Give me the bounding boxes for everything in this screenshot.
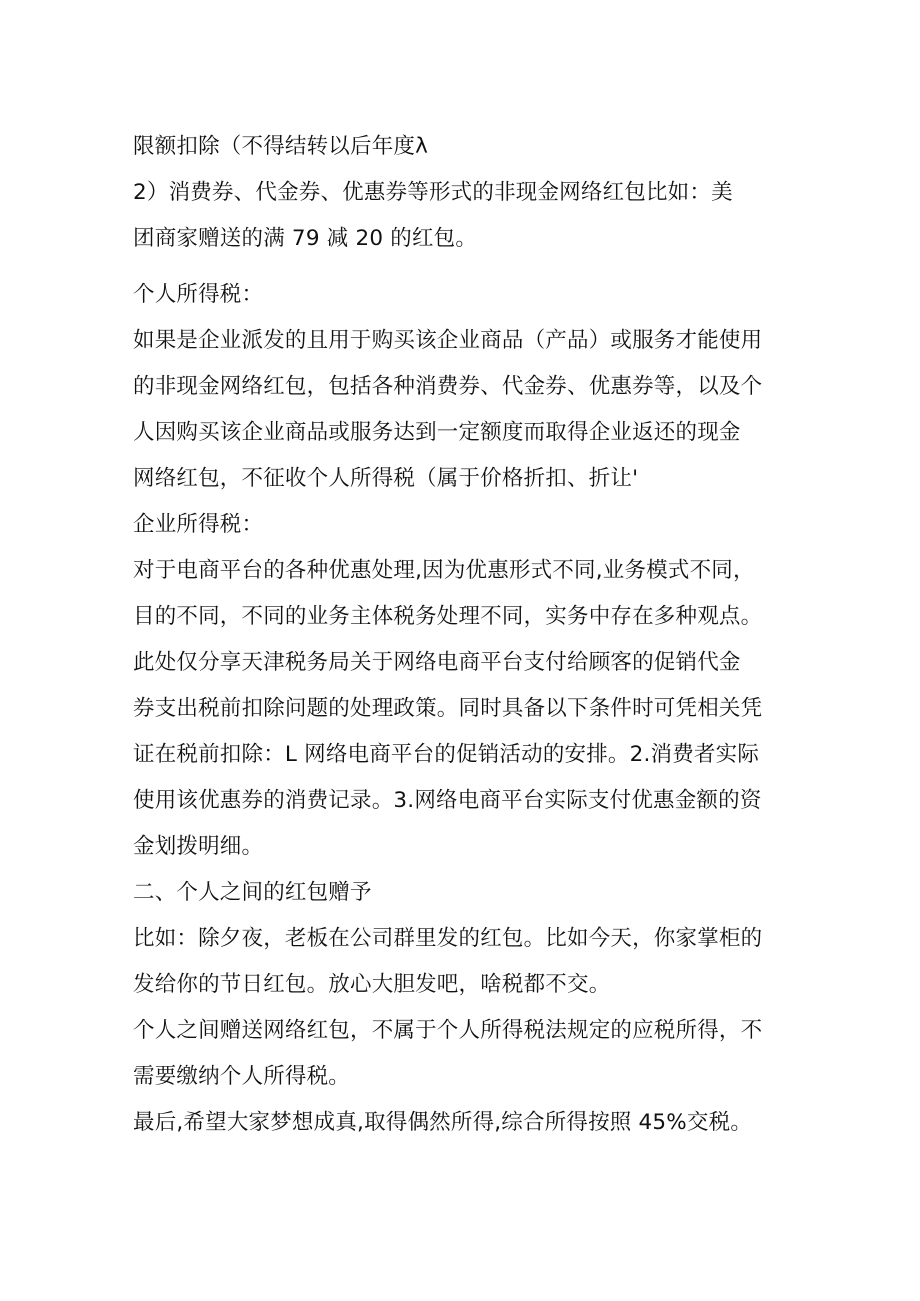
paragraph-gap <box>133 262 813 272</box>
text-line: 网络红包，不征收个人所得税（属于价格折扣、折让' <box>133 466 639 491</box>
text-line: 比如：除夕夜，老板在公司群里发的红包。比如今天，你家掌柜的 <box>133 926 763 951</box>
text-line: 2）消费券、代金券、优惠券等形式的非现金网络红包比如：美 <box>133 180 733 205</box>
text-line: 最后,希望大家梦想成真,取得偶然所得,综合所得按照 45%交税。 <box>133 1110 753 1135</box>
document-body <box>133 124 813 1146</box>
section-heading-corporate-income-tax: 企业所得税： <box>133 512 264 537</box>
text-line: 使用该优惠券的消费记录。3.网络电商平台实际支付优惠金额的资 <box>133 788 762 813</box>
text-line: 的非现金网络红包，包括各种消费券、代金券、优惠券等，以及个 <box>133 374 763 399</box>
text-line: 此处仅分享天津税务局关于网络电商平台支付给顾客的促销代金 <box>133 650 741 675</box>
section-heading-personal-income-tax: 个人所得税： <box>133 282 264 307</box>
text-line: 需要缴纳个人所得税。 <box>133 1064 351 1089</box>
text-line: 金划拨明细。 <box>133 834 264 859</box>
text-line: 发给你的节日红包。放心大胆发吧，啥税都不交。 <box>133 972 611 997</box>
text-line: 人因购买该企业商品或服务达到一定额度而取得企业返还的现金 <box>133 420 741 445</box>
text-line: 证在税前扣除：L 网络电商平台的促销活动的安排。2.消费者实际 <box>133 742 760 767</box>
text-line: 对于电商平台的各种优惠处理,因为优惠形式不同,业务模式不同， <box>133 558 755 583</box>
text-line: 目的不同，不同的业务主体税务处理不同，实务中存在多种观点。 <box>133 604 763 629</box>
text-line: 券支出税前扣除问题的处理政策。同时具备以下条件时可凭相关凭 <box>133 696 763 721</box>
text-line: 团商家赠送的满 79 减 20 的红包。 <box>133 226 478 251</box>
text-line: 限额扣除（不得结转以后年度λ <box>133 134 429 159</box>
text-line: 个人之间赠送网络红包，不属于个人所得税法规定的应税所得，不 <box>133 1018 763 1043</box>
text-line: 如果是企业派发的且用于购买该企业商品（产品）或服务才能使用 <box>133 328 763 353</box>
section-heading-gifts-between-individuals: 二、个人之间的红包赠予 <box>133 880 372 905</box>
